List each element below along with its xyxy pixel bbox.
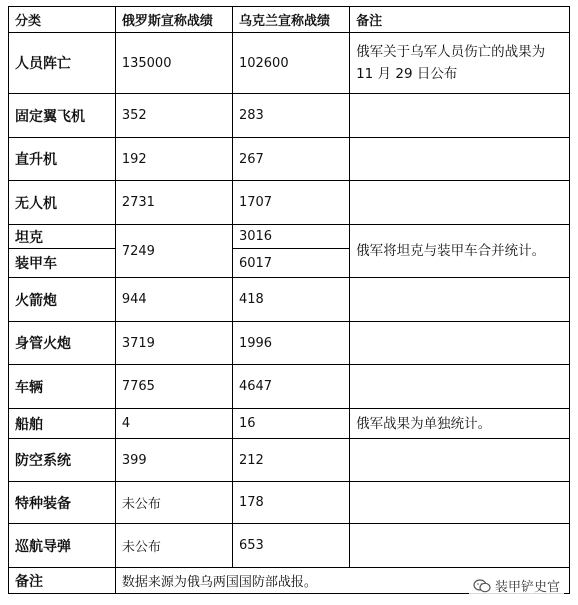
russia-value: 192 — [115, 138, 232, 181]
wechat-icon — [473, 579, 491, 593]
russia-value: 352 — [115, 94, 232, 138]
table-row — [9, 33, 570, 94]
ukraine-value: 4647 — [232, 365, 349, 409]
category-cell: 船舶 — [9, 409, 116, 439]
table-row — [9, 524, 570, 568]
note-cell — [350, 439, 570, 482]
category-cell: 装甲车 — [9, 249, 116, 278]
category-cell: 防空系统 — [9, 439, 116, 482]
russia-value: 135000 — [115, 33, 232, 94]
ukraine-value: 6017 — [232, 249, 349, 278]
ukraine-value: 283 — [232, 94, 349, 138]
table-row — [9, 482, 570, 524]
category-cell: 无人机 — [9, 181, 116, 225]
ukraine-value: 3016 — [232, 225, 349, 249]
table-row — [9, 94, 570, 138]
russia-value-merged: 7249 — [115, 225, 232, 278]
category-cell: 坦克 — [9, 225, 116, 249]
ukraine-value: 178 — [232, 482, 349, 524]
note-cell — [350, 138, 570, 181]
note-cell — [350, 322, 570, 365]
ukraine-value: 16 — [232, 409, 349, 439]
watermark-text: 装甲铲史官 — [494, 580, 560, 595]
ukraine-value: 102600 — [232, 33, 349, 94]
watermark — [469, 574, 564, 597]
category-cell: 特种装备 — [9, 482, 116, 524]
category-cell: 巡航导弹 — [9, 524, 116, 568]
note-cell — [350, 524, 570, 568]
russia-value: 2731 — [115, 181, 232, 225]
category-cell: 人员阵亡 — [9, 33, 116, 94]
category-cell: 身管火炮 — [9, 322, 116, 365]
header-note: 备注 — [350, 7, 570, 33]
ukraine-value: 1996 — [232, 322, 349, 365]
category-cell: 固定翼飞机 — [9, 94, 116, 138]
note-cell: 俄军战果为单独统计。 — [350, 409, 570, 439]
table-row — [9, 439, 570, 482]
table-row — [9, 138, 570, 181]
battle-claims-table — [8, 6, 570, 594]
russia-value: 7765 — [115, 365, 232, 409]
russia-value: 未公布 — [115, 482, 232, 524]
russia-value: 未公布 — [115, 524, 232, 568]
footer-text: 数据来源为俄乌两国国防部战报。 — [115, 568, 569, 594]
russia-value: 399 — [115, 439, 232, 482]
ukraine-value: 653 — [232, 524, 349, 568]
note-cell — [350, 181, 570, 225]
russia-value: 4 — [115, 409, 232, 439]
ukraine-value: 212 — [232, 439, 349, 482]
header-russia: 俄罗斯宣称战绩 — [115, 7, 232, 33]
ukraine-value: 418 — [232, 278, 349, 322]
note-cell — [350, 482, 570, 524]
table-row — [9, 225, 570, 249]
note-cell: 俄军将坦克与装甲车合并统计。 — [350, 225, 570, 278]
category-cell: 火箭炮 — [9, 278, 116, 322]
ukraine-value: 267 — [232, 138, 349, 181]
russia-value: 3719 — [115, 322, 232, 365]
table-row — [9, 409, 570, 439]
category-cell: 车辆 — [9, 365, 116, 409]
footer-label: 备注 — [9, 568, 116, 594]
note-cell — [350, 278, 570, 322]
category-cell: 直升机 — [9, 138, 116, 181]
note-cell — [350, 94, 570, 138]
table-row — [9, 181, 570, 225]
russia-value: 944 — [115, 278, 232, 322]
table-row — [9, 322, 570, 365]
header-row — [9, 7, 570, 33]
table-row — [9, 278, 570, 322]
table-row — [9, 365, 570, 409]
note-cell — [350, 365, 570, 409]
note-cell: 俄军关于乌军人员伤亡的战果为 11 月 29 日公布 — [350, 33, 570, 94]
ukraine-value: 1707 — [232, 181, 349, 225]
header-ukraine: 乌克兰宣称战绩 — [232, 7, 349, 33]
header-category: 分类 — [9, 7, 116, 33]
